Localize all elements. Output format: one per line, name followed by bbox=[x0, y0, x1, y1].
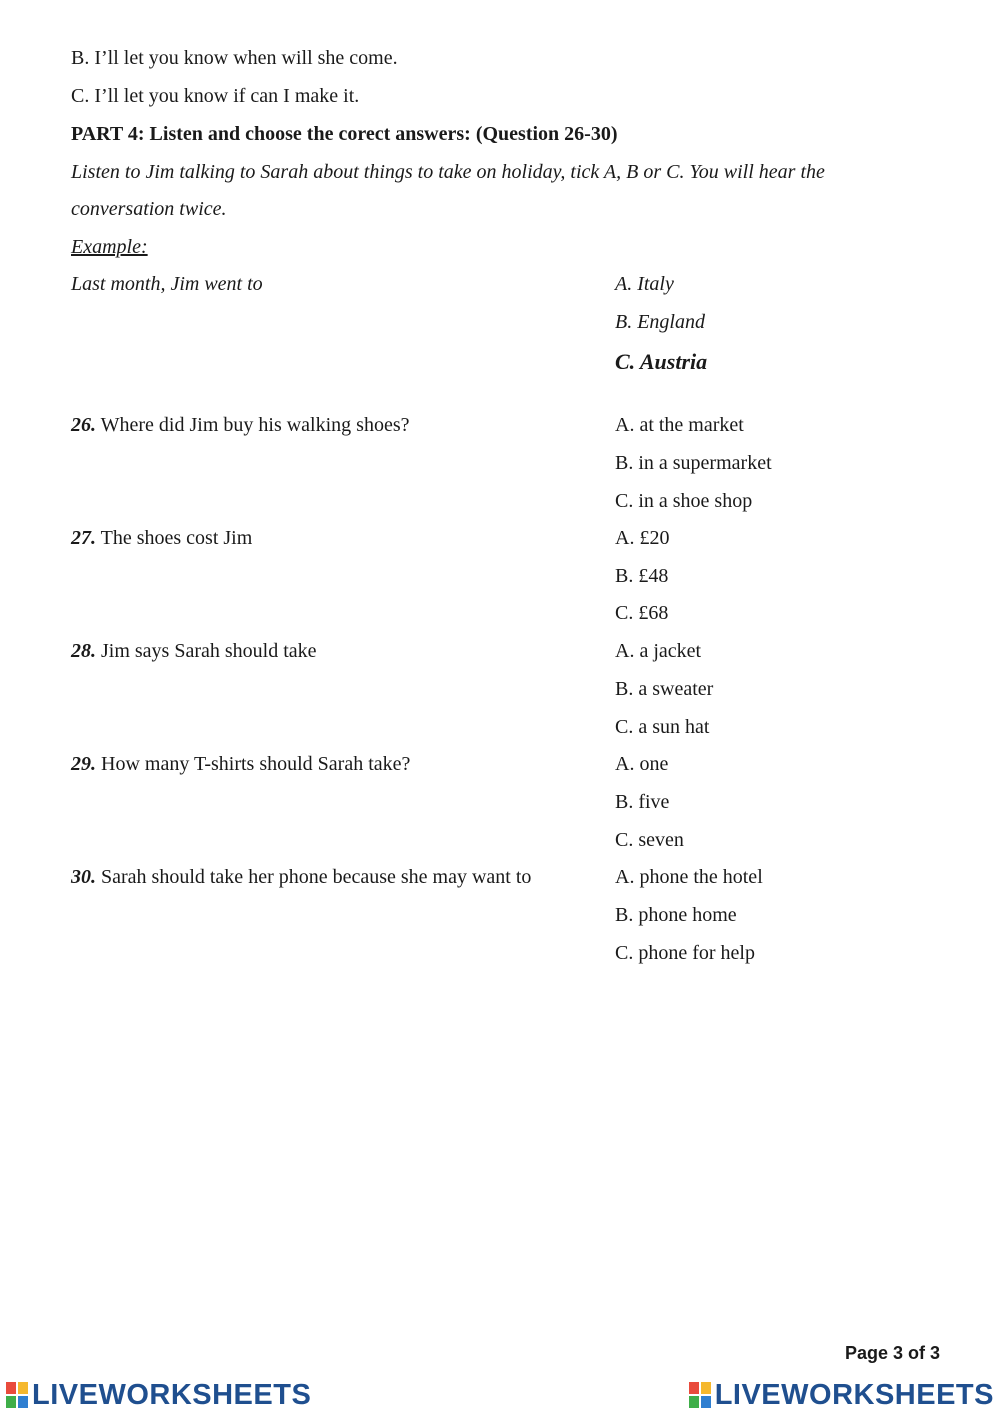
q26-option-c[interactable]: C. in a shoe shop bbox=[615, 490, 753, 512]
q29-option-c[interactable]: C. seven bbox=[615, 829, 684, 851]
part4-heading: PART 4: Listen and choose the corect answers: (Question 26-30) bbox=[71, 123, 618, 145]
example-option-b[interactable]: B. England bbox=[615, 311, 705, 333]
question-27 bbox=[71, 526, 252, 550]
question-30 bbox=[71, 865, 531, 889]
q30-option-c[interactable]: C. phone for help bbox=[615, 942, 755, 964]
question-number: 29. bbox=[71, 753, 96, 775]
question-text: Sarah should take her phone because she may want to bbox=[101, 866, 532, 888]
question-28 bbox=[71, 639, 317, 663]
q28-option-a[interactable]: A. a jacket bbox=[615, 640, 702, 662]
brand-text-left: LIVEWORKSHEETS bbox=[32, 1378, 312, 1411]
question-number: 30. bbox=[71, 866, 96, 888]
question-text: How many T-shirts should Sarah take? bbox=[101, 753, 411, 775]
q29-option-a[interactable]: A. one bbox=[615, 753, 669, 775]
example-option-c-answer[interactable]: C. Austria bbox=[615, 349, 708, 374]
q28-option-b[interactable]: B. a sweater bbox=[615, 678, 714, 700]
question-text: Jim says Sarah should take bbox=[101, 640, 317, 662]
q30-option-a[interactable]: A. phone the hotel bbox=[615, 866, 763, 888]
question-26 bbox=[71, 413, 409, 437]
part4-instruction-line1: Listen to Jim talking to Sarah about things to take on holiday, tick A, B or C. You will hear the bbox=[71, 161, 825, 183]
question-text: Where did Jim buy his walking shoes? bbox=[100, 414, 410, 436]
part4-instruction-line2: conversation twice. bbox=[71, 198, 227, 220]
question-29 bbox=[71, 752, 410, 776]
q28-option-c[interactable]: C. a sun hat bbox=[615, 716, 710, 738]
liveworksheets-icon bbox=[689, 1382, 711, 1408]
page-number: Page 3 of 3 bbox=[844, 1343, 940, 1363]
q26-option-b[interactable]: B. in a supermarket bbox=[615, 452, 772, 474]
prev-option-c: C. I’ll let you know if can I make it. bbox=[71, 85, 360, 107]
question-number: 27. bbox=[71, 527, 96, 549]
liveworksheets-icon bbox=[6, 1382, 28, 1408]
brand-logo-left[interactable] bbox=[6, 1378, 311, 1412]
example-option-a[interactable]: A. Italy bbox=[615, 273, 674, 295]
q26-option-a[interactable]: A. at the market bbox=[615, 414, 744, 436]
q29-option-b[interactable]: B. five bbox=[615, 791, 670, 813]
example-question: Last month, Jim went to bbox=[71, 273, 263, 295]
q27-option-c[interactable]: C. £68 bbox=[615, 602, 669, 624]
prev-option-b: B. I’ll let you know when will she come. bbox=[71, 47, 398, 69]
q27-option-b[interactable]: B. £48 bbox=[615, 565, 669, 587]
q27-option-a[interactable]: A. £20 bbox=[615, 527, 670, 549]
question-text: The shoes cost Jim bbox=[100, 527, 253, 549]
brand-text-right: LIVEWORKSHEETS bbox=[714, 1378, 994, 1411]
question-number: 28. bbox=[71, 640, 96, 662]
example-label: Example: bbox=[71, 236, 148, 258]
q30-option-b[interactable]: B. phone home bbox=[615, 904, 737, 926]
brand-logo-right[interactable] bbox=[689, 1378, 994, 1412]
question-number: 26. bbox=[71, 414, 96, 436]
